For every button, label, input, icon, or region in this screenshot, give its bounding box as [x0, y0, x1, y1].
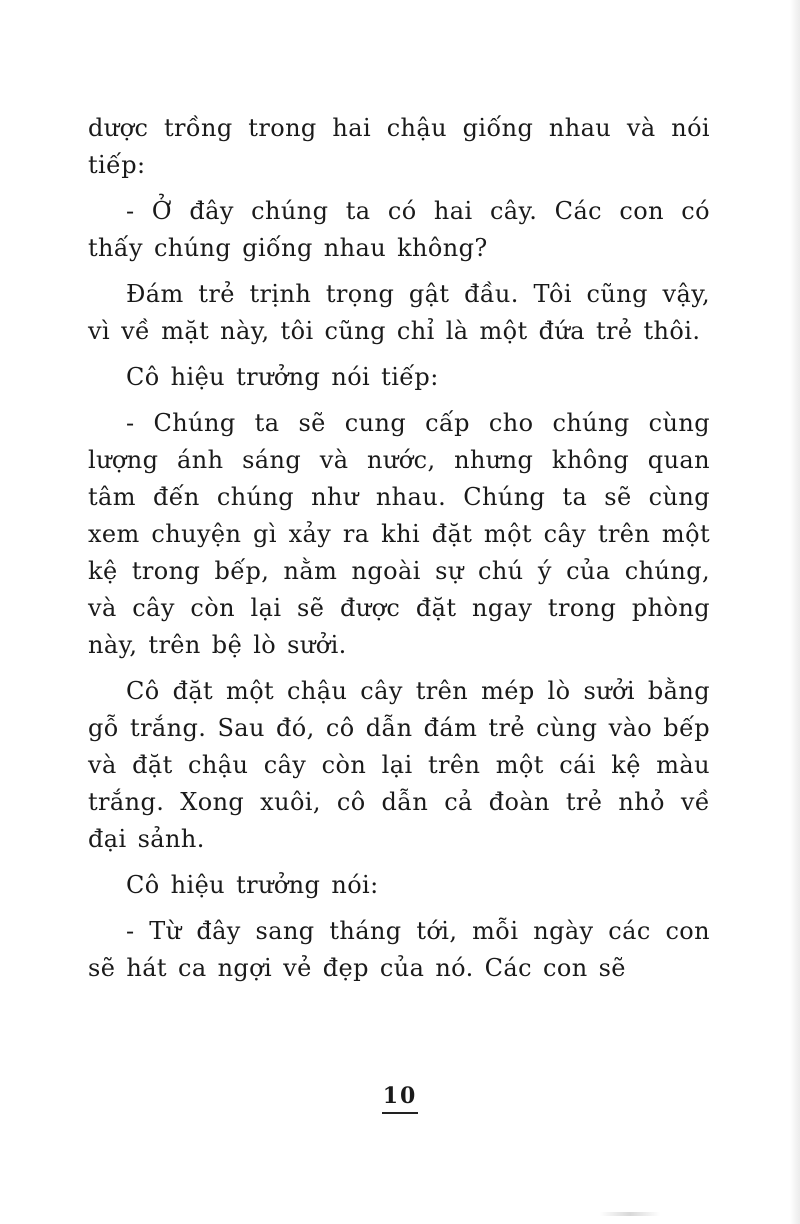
- paragraph-3: Đám trẻ trịnh trọng gật đầu. Tôi cũng vậy, vì về mặt này, tôi cũng chỉ là một đứa trẻ thôi.: [88, 280, 710, 345]
- body-text: [88, 110, 710, 996]
- paragraph-1: dược trồng trong hai chậu giống nhau và nói tiếp:: [88, 114, 710, 179]
- paragraph-6: Cô đặt một chậu cây trên mép lò sưởi bằng gỗ trắng. Sau đó, cô dẫn đám trẻ cùng vào bếp và đặt chậu cây còn lại trên một cái kệ màu trắng. Xong xuôi, cô dẫn cả đoàn trẻ nhỏ về đại sảnh.: [88, 677, 710, 853]
- paragraph-7: Cô hiệu trưởng nói:: [126, 871, 379, 899]
- paragraph-8: - Từ đây sang tháng tới, mỗi ngày các con sẽ hát ca ngợi vẻ đẹp của nó. Các con sẽ: [88, 917, 710, 982]
- page-number-underline: [382, 1112, 418, 1114]
- scan-smudge: [600, 1212, 660, 1216]
- page-number: 10: [382, 1083, 418, 1109]
- paragraph-2: - Ở đây chúng ta có hai cây. Các con có thấy chúng giống nhau không?: [88, 197, 710, 262]
- paragraph-5: - Chúng ta sẽ cung cấp cho chúng cùng lượng ánh sáng và nước, nhưng không quan tâm đến chúng như nhau. Chúng ta sẽ cùng xem chuyện gì xảy ra khi đặt một cây trên một kệ trong bếp, nằm ngoài sự chú ý của chúng, và cây còn lại sẽ được đặt ngay trong phòng này, trên bệ lò sưởi.: [88, 409, 710, 659]
- page-edge-shadow: [790, 0, 800, 1224]
- paragraph-4: Cô hiệu trưởng nói tiếp:: [126, 363, 439, 391]
